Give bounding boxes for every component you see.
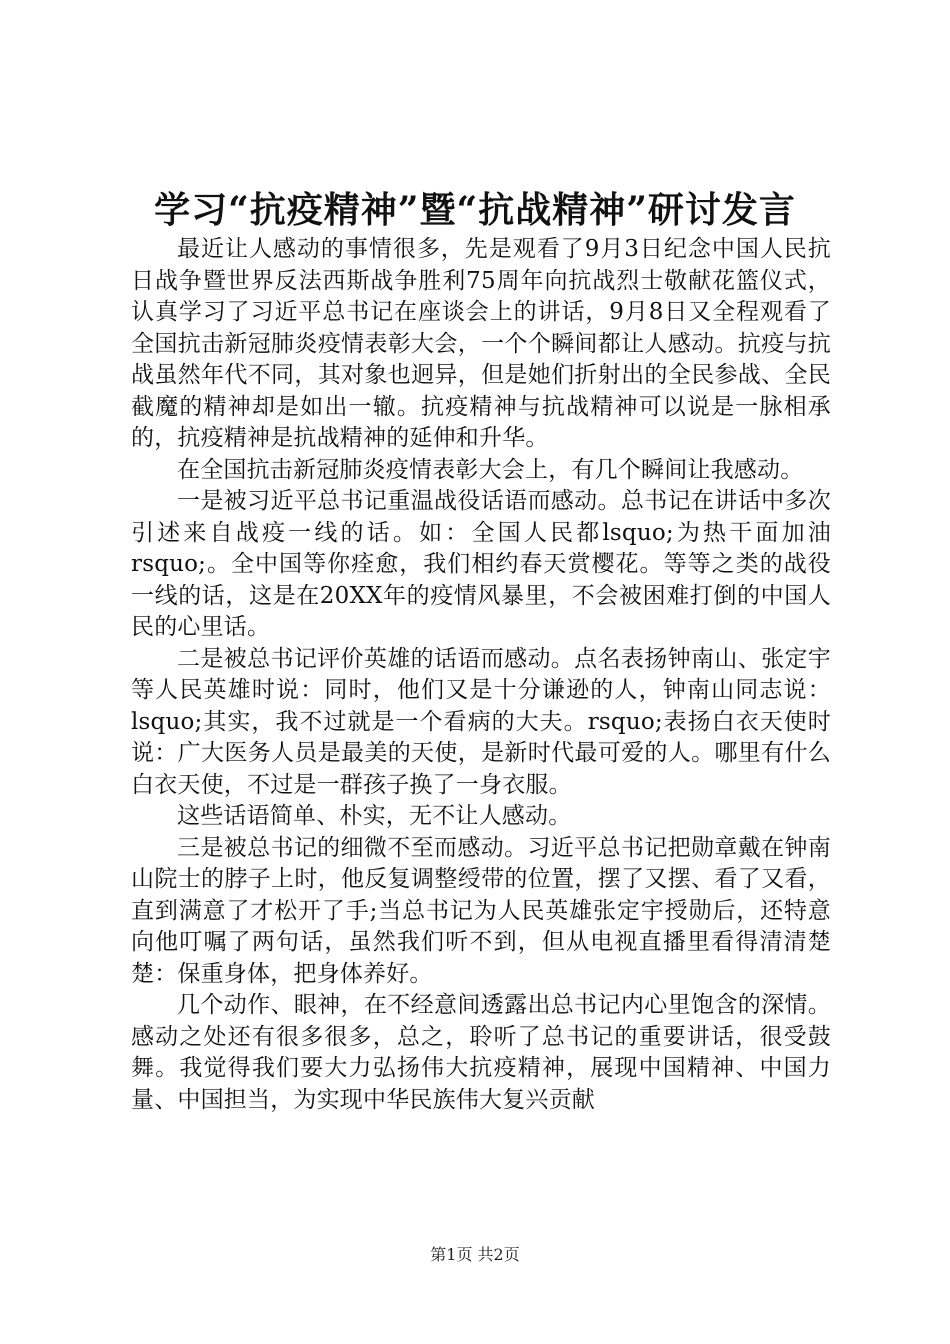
paragraph: 在全国抗击新冠肺炎疫情表彰大会上，有几个瞬间让我感动。 <box>177 456 804 483</box>
paragraph: 几个动作、眼神，在不经意间透露出总书记内心里饱含的深情。感动之处还有很多很多，总之，聆听了总书记的重要讲话，很受鼓舞。我觉得我们要大力弘扬伟大抗疫精神，展现中国精神、中国力量、中国担当，为实现中华民族伟大复兴贡献 <box>131 992 831 1113</box>
paragraph: 最近让人感动的事情很多，先是观看了9月3日纪念中国人民抗日战争暨世界反法西斯战争胜利75周年向抗战烈士敬献花篮仪式，认真学习了习近平总书记在座谈会上的讲话，9月8日又全程观看了全国抗击新冠肺炎疫情表彰大会，一个个瞬间都让人感动。抗疫与抗战虽然年代不同，其对象也迥异，但是她们折射出的全民参战、全民截魔的精神却是如出一辙。抗疫精神与抗战精神可以说是一脉相承的，抗疫精神是抗战精神的延伸和升华。 <box>131 236 831 451</box>
paragraph: 三是被总书记的细微不至而感动。习近平总书记把勋章戴在钟南山院士的脖子上时，他反复调整绶带的位置，摆了又摆、看了又看，直到满意了才松开了手;当总书记为人民英雄张定宇授勋后，还特意向他叮嘱了两句话，虽然我们听不到，但从电视直播里看得清清楚楚：保重身体，把身体养好。 <box>131 834 831 987</box>
document-title: 学习“抗疫精神”暨“抗战精神”研讨发言 <box>154 189 796 231</box>
page-footer: 第1页 共2页 <box>430 1245 520 1264</box>
paragraph: 二是被总书记评价英雄的话语而感动。点名表扬钟南山、张定宇等人民英雄时说：同时，他们又是十分谦逊的人，钟南山同志说：lsquo;其实，我不过就是一个看病的大夫。rsquo;表扬白衣天使时说：广大医务人员是最美的天使，是新时代最可爱的人。哪里有什么白衣天使，不过是一群孩子换了一身衣服。 <box>131 645 831 798</box>
paragraph: 一是被习近平总书记重温战役话语而感动。总书记在讲话中多次引述来自战疫一线的话。如：全国人民都lsquo;为热干面加油rsquo;。全中国等你痊愈，我们相约春天赏樱花。等等之类的战役一线的话，这是在20XX年的疫情风暴里，不会被困难打倒的中国人民的心里话。 <box>131 488 831 640</box>
document-body <box>131 234 831 1116</box>
paragraph: 这些话语简单、朴实，无不让人感动。 <box>177 803 572 829</box>
